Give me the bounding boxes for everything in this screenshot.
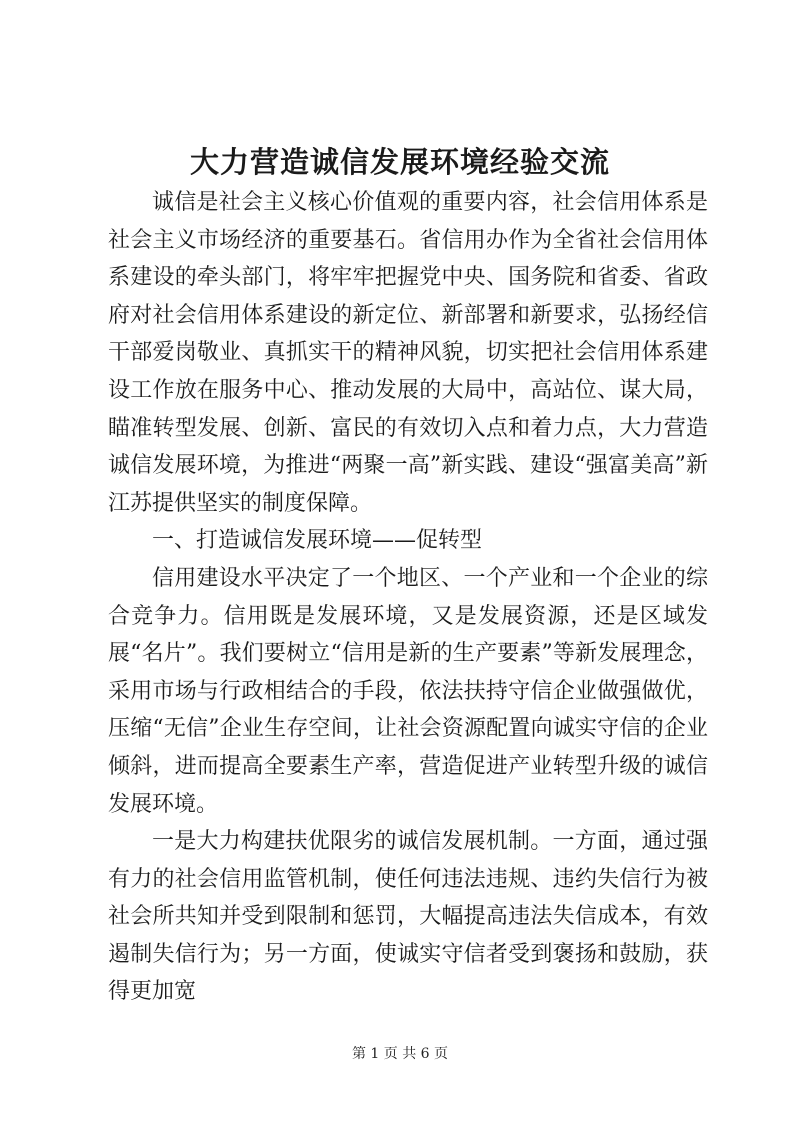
- page-number-footer: 第 1 页 共 6 页: [351, 1046, 449, 1062]
- document-body: [108, 184, 708, 1011]
- paragraph-point-1: 一是大力构建扶优限劣的诚信发展机制。一方面，通过强有力的社会信用监管机制，使任何违法违规、违约失信行为被社会所共知并受到限制和惩罚，大幅提高违法失信成本，有效遏制失信行为；另一方面，使诚实守信者受到褒扬和鼓励，获得更加宽: [108, 829, 708, 1005]
- document-title: 大力营造诚信发展环境经验交流: [189, 145, 610, 179]
- paragraph-intro: 诚信是社会主义核心价值观的重要内容，社会信用体系是社会主义市场经济的重要基石。省信用办作为全省社会信用体系建设的牵头部门，将牢牢把握党中央、国务院和省委、省政府对社会信用体系建设的新定位、新部署和新要求，弘扬经信干部爱岗敬业、真抓实干的精神风貌，切实把社会信用体系建设工作放在服务中心、推动发展的大局中，高站位、谋大局，瞄准转型发展、创新、富民的有效切入点和着力点，大力营造诚信发展环境，为推进“两聚一高”新实践、建设“强富美高”新江苏提供坚实的制度保障。: [108, 190, 708, 516]
- section-heading-1: 一、打造诚信发展环境——促转型: [152, 528, 483, 554]
- paragraph-section-1: 信用建设水平决定了一个地区、一个产业和一个企业的综合竞争力。信用既是发展环境，又是发展资源，还是区域发展“名片”。我们要树立“信用是新的生产要素”等新发展理念，采用市场与行政相结合的手段，依法扶持守信企业做强做优，压缩“无信”企业生存空间，让社会资源配置向诚实守信的企业倾斜，进而提高全要素生产率，营造促进产业转型升级的诚信发展环境。: [108, 565, 708, 817]
